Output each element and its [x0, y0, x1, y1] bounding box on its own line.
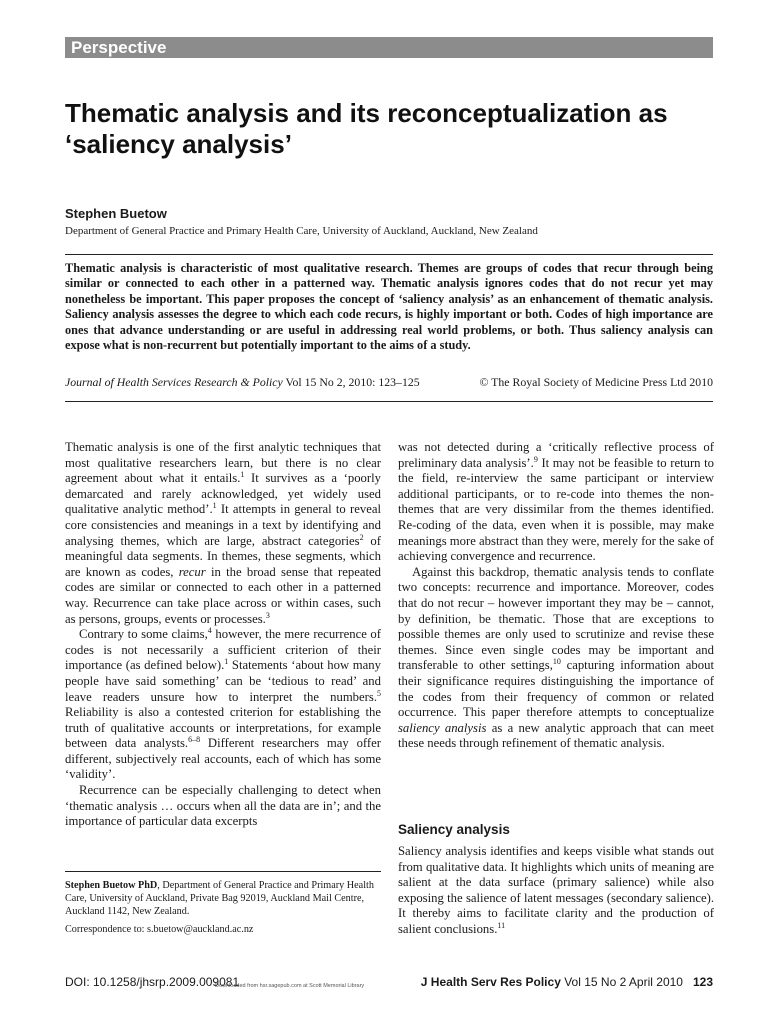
footer-journal-info [421, 975, 713, 989]
journal-name: Journal of Health Services Research & Policy [65, 375, 283, 389]
body-paragraph: Thematic analysis is one of the first analytic techniques that most qualitative researchers learn, but there is no clear agreement about what it entails.$^1$ It survives as a ‘poorly demarcated and rarely acknowledged, yet widely used qualitative analytic method’.$^1$ It attempts in general to reveal core consistencies and meanings in a text by identifying and analysing themes, which are large, abstract categories$^2$ of meaningful data segments. In themes, these segments, which are known as codes, recur in the broad sense that repeated codes are similar or connected to each other in a patterned way. Recurrence can take place across or within cases, such as persons, groups, events or processes.$^3$ [65, 440, 382, 626]
article-title: Thematic analysis and its reconceptualization as ‘saliency analysis’ [65, 98, 668, 159]
section-heading: Saliency analysis [398, 822, 510, 837]
right-column [398, 440, 714, 752]
author-name: Stephen Buetow [65, 206, 167, 221]
section-label: Perspective [65, 37, 713, 58]
right-column-continued [398, 844, 714, 938]
author-footnote [65, 879, 381, 941]
page-number: 123 [692, 975, 713, 989]
issue-info: Vol 15 No 2 April 2010 [560, 975, 683, 989]
body-paragraph: Saliency analysis identifies and keeps visible what stands out from qualitative data. It highlights which units of meaning are salient at the data surface (primary salience) while also exposing the salience of latent messages (secondary salience). It thereby aims to facilitate clarity and the production of salient conclusions.$^{11}$ [398, 844, 714, 936]
body-paragraph: Contrary to some claims,$^4$ however, the mere recurrence of codes is not necessarily a sufficient criterion of their importance (as defined below).$^1$ Statements ‘about how many people have said something’ can be ‘tedious to read’ and leave readers unsure how to interpret the numbers.$^5$ Reliability is also a contested criterion for establishing the truth of qualitative accounts or interpretations, for example between data analysts.$^{6-8}$ Different researchers may offer different, subjectively real accounts, each of which has some ‘validity’. [65, 625, 381, 782]
body-paragraph: Against this backdrop, thematic analysis tends to conflate two concepts: recurrence and importance. Moreover, codes that do not recur – however important they may be – cannot, by definition, be thematic. Those that are exceptions to possible themes are only used to scrutinize and revise these themes. Since even single codes may be important and transferable to other settings,$^{10}$ capturing information about their significance requires distinguishing the importance of the codes from their frequency of common or related occurrence. This paper therefore attempts to conceptualize saliency analysis as a new analytic approach that can meet these needs through refinement of thematic analysis. [398, 564, 714, 751]
footnote-correspondence: Correspondence to: s.buetow@auckland.ac.nz [65, 924, 254, 935]
download-watermark: Downloaded from hsr.sagepub.com at Scott Memorial Library [215, 983, 365, 989]
abstract: Thematic analysis is characteristic of most qualitative research. Themes are groups of codes that recur through being similar or connected to each other in a patterned way. Thematic analysis ignores codes that do not recur yet may nonetheless be important. This paper proposes the concept of ‘saliency analysis’ as an enhancement of thematic analysis. Saliency analysis assesses the degree to which each code recurs, is highly important or both. Codes of high importance are ones that advance understanding or are useful in addressing real world problems, or both. Thus saliency analysis can expose what is non-recurrent but potentially important to the aims of a study. [65, 261, 713, 353]
journal-volume: Vol 15 No 2, 2010: 123–125 [285, 375, 420, 389]
left-column [65, 440, 381, 830]
body-paragraph: Recurrence can be especially challenging to detect when ‘thematic analysis … occurs when all the data are in’; and the importance of particular data excerpts [65, 783, 381, 829]
copyright: © The Royal Society of Medicine Press Ltd 2010 [479, 375, 713, 389]
abstract-bottom-rule [65, 401, 713, 402]
body-paragraph: was not detected during a ‘critically reflective process of preliminary data analysis’.$^9$ It may not be feasible to return to the field, re-interview the same participant or interview additional participants, or to re-code into themes the non-themes that are very dissimilar from the themes identified. Re-coding of the data, even when it is possible, may make meanings more abstract than they were, merely for the sake of achieving convergence and recurrence. [398, 440, 715, 564]
doi: DOI: 10.1258/jhsrp.2009.009081 [65, 975, 240, 989]
abstract-top-rule [65, 254, 713, 255]
page-footer [65, 975, 713, 989]
citation-line [65, 375, 713, 390]
footnote-rule [65, 871, 381, 872]
citation-journal [65, 375, 420, 390]
footnote-affiliation: Stephen Buetow PhD, Department of General Practice and Primary Health Care, University of Auckland, Private Bag 92019, Auckland Mail Centre, Auckland 1142, New Zealand. [65, 880, 374, 917]
journal-abbreviation: J Health Serv Res Policy [420, 975, 561, 989]
author-affiliation: Department of General Practice and Primary Health Care, University of Auckland, Auckland, New Zealand [65, 225, 538, 237]
